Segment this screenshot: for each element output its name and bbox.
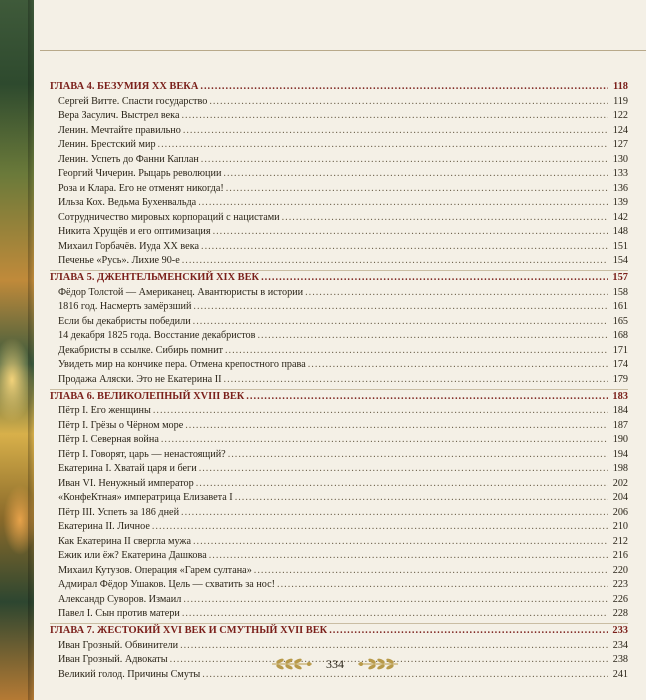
page-ref: 157 xyxy=(612,272,628,283)
page-ref: 168 xyxy=(612,330,628,341)
entry-title: Павел I. Сын против матери xyxy=(58,608,180,619)
page-ref: 187 xyxy=(612,419,628,431)
dot-leader xyxy=(183,593,608,608)
entry-title: «КонфеКтная» императрица Елизавета I xyxy=(58,492,233,503)
entry-title: Георгий Чичерин. Рыцарь революции xyxy=(58,168,222,179)
page-ref: 148 xyxy=(612,226,628,237)
chapter-title: ГЛАВА 5. ДЖЕНТЕЛЬМЕНСКИЙ XIX ВЕК xyxy=(50,272,260,283)
entry-title: Если бы декабристы победили xyxy=(58,315,191,327)
page-ref: 142 xyxy=(612,211,628,223)
entry-title: Роза и Клара. Его не отменят никогда! xyxy=(58,182,224,194)
page-ref: 130 xyxy=(612,153,628,165)
entry-title: Иван Грозный. Адвокаты xyxy=(58,654,168,665)
page-ref: 127 xyxy=(612,139,628,150)
dot-leader xyxy=(235,491,608,506)
toc-entry xyxy=(50,225,628,240)
page-ref: 171 xyxy=(612,344,628,356)
page-ref: 206 xyxy=(612,506,628,518)
toc-entry xyxy=(50,578,628,593)
dot-leader xyxy=(183,124,608,139)
page-ref: 234 xyxy=(612,639,628,651)
dot-leader xyxy=(201,153,608,168)
toc-entry xyxy=(50,373,628,388)
dot-leader xyxy=(224,373,608,388)
dot-leader xyxy=(182,254,608,269)
page-ref: 198 xyxy=(612,463,628,474)
page-ref: 190 xyxy=(612,434,628,445)
toc-chapter-heading xyxy=(50,270,628,286)
page-ref: 122 xyxy=(612,110,628,121)
page-ref: 161 xyxy=(612,301,628,312)
toc-entry xyxy=(50,358,628,373)
page-ref: 165 xyxy=(612,315,628,327)
entry-title: Адмирал Фёдор Ушаков. Цель — схватить за нос! xyxy=(58,579,276,590)
laurel-left-icon xyxy=(270,656,314,672)
entry-title: Сергей Витте. Спасти государство xyxy=(58,95,208,107)
dot-leader xyxy=(193,315,608,330)
dot-leader xyxy=(185,419,608,434)
page-ref: 238 xyxy=(612,654,628,665)
dot-leader xyxy=(196,477,608,492)
dot-leader xyxy=(152,520,608,535)
dot-leader xyxy=(161,433,608,448)
toc-entry xyxy=(50,315,628,330)
dot-leader xyxy=(261,271,608,286)
toc-entry xyxy=(50,300,628,315)
toc-chapter-heading xyxy=(50,80,628,95)
dot-leader xyxy=(223,167,608,182)
toc-entry xyxy=(50,419,628,434)
entry-title: Никита Хрущёв и его оптимизация xyxy=(58,226,211,237)
page-ref: 233 xyxy=(612,625,628,636)
entry-title: Ленин. Успеть до Фанни Каплан xyxy=(58,153,199,165)
toc-entry xyxy=(50,329,628,344)
entry-title: Ленин. Брестский мир xyxy=(58,139,156,150)
page-ref: 184 xyxy=(612,405,628,416)
dot-leader xyxy=(198,196,608,211)
toc-entry xyxy=(50,182,628,197)
toc-entry xyxy=(50,167,628,182)
cover-painting-edge xyxy=(0,0,34,700)
dot-leader xyxy=(305,286,608,301)
entry-title: Великий голод. Причины Смуты xyxy=(58,668,201,680)
entry-title: 14 декабря 1825 года. Восстание декабристов xyxy=(58,330,256,341)
page-ref: 204 xyxy=(612,492,628,503)
dot-leader xyxy=(277,578,608,593)
toc-entry xyxy=(50,344,628,359)
dot-leader xyxy=(225,344,608,359)
page-ref: 179 xyxy=(612,373,628,385)
entry-title: Пётр I. Его женщины xyxy=(58,405,151,416)
entry-title: Сотрудничество мировых корпораций с нацистами xyxy=(58,211,280,223)
dot-leader xyxy=(257,329,608,344)
dot-leader xyxy=(209,95,608,110)
toc-entry xyxy=(50,448,628,463)
page-ref: 220 xyxy=(612,564,628,576)
toc-entry xyxy=(50,211,628,226)
toc-chapter-heading xyxy=(50,623,628,639)
dot-leader xyxy=(199,462,608,477)
entry-title: Увидеть мир на кончике пера. Отмена крепостного права xyxy=(58,359,306,370)
entry-title: Михаил Кутузов. Операция «Гарем султана» xyxy=(58,564,252,576)
entry-title: Вера Засулич. Выстрел века xyxy=(58,110,180,121)
page-ref: 118 xyxy=(612,81,628,92)
page-ref: 216 xyxy=(612,550,628,561)
toc-entry xyxy=(50,639,628,654)
toc-entry xyxy=(50,491,628,506)
entry-title: Декабристы в ссылке. Сибирь помнит xyxy=(58,344,223,356)
dot-leader xyxy=(226,182,608,197)
page-ref: 226 xyxy=(612,593,628,605)
dot-leader xyxy=(213,225,608,240)
laurel-right-icon xyxy=(356,656,400,672)
page-ref: 174 xyxy=(612,359,628,370)
toc-entry xyxy=(50,477,628,492)
toc-entry xyxy=(50,124,628,139)
page-ref: 202 xyxy=(612,477,628,489)
dot-leader xyxy=(201,240,608,255)
dot-leader xyxy=(308,358,608,373)
page-footer xyxy=(260,654,410,674)
chapter-title: ГЛАВА 4. БЕЗУМИЯ XX ВЕКА xyxy=(50,81,199,92)
toc-entry xyxy=(50,433,628,448)
page-ref: 210 xyxy=(612,521,628,532)
dot-leader xyxy=(209,549,608,564)
toc-entry xyxy=(50,549,628,564)
dot-leader xyxy=(193,300,608,315)
entry-title: Пётр I. Северная война xyxy=(58,434,159,445)
entry-title: Пётр I. Говорят, царь — ненастоящий? xyxy=(58,448,226,460)
toc-entry xyxy=(50,607,628,622)
toc-entry xyxy=(50,404,628,419)
toc-entry xyxy=(50,506,628,521)
page-ref: 151 xyxy=(612,240,628,252)
toc-entry xyxy=(50,564,628,579)
dot-leader xyxy=(228,448,608,463)
page-number: 334 xyxy=(326,656,344,671)
page-ref: 223 xyxy=(612,579,628,590)
entry-title: Ежик или ёж? Екатерина Дашкова xyxy=(58,550,207,561)
entry-title: Михаил Горбачёв. Иуда XX века xyxy=(58,240,200,252)
entry-title: Иван VI. Ненужный император xyxy=(58,477,194,489)
entry-title: Иван Грозный. Обвинители xyxy=(58,639,179,651)
toc-entry xyxy=(50,462,628,477)
page-ref: 212 xyxy=(612,535,628,547)
entry-title: Екатерина II. Личное xyxy=(58,521,150,532)
toc-entry xyxy=(50,240,628,255)
entry-title: 1816 год. Насмерть замёрзший xyxy=(58,301,192,312)
toc-entry xyxy=(50,109,628,124)
toc-entry xyxy=(50,95,628,110)
dot-leader xyxy=(282,211,608,226)
toc-entry xyxy=(50,138,628,153)
toc-chapter-heading xyxy=(50,389,628,405)
page-ref: 194 xyxy=(612,448,628,460)
page-ref: 183 xyxy=(612,390,628,402)
toc-entry xyxy=(50,286,628,301)
entry-title: Ленин. Мечтайте правильно xyxy=(58,124,181,136)
entry-title: Продажа Аляски. Это не Екатерина II xyxy=(58,373,222,385)
entry-title: Екатерина I. Хватай царя и беги xyxy=(58,463,197,474)
chapter-title: ГЛАВА 7. ЖЕСТОКИЙ XVI ВЕК И СМУТНЫЙ XVII ВЕК xyxy=(50,625,328,636)
page-ref: 133 xyxy=(612,168,628,179)
page-ref: 119 xyxy=(613,95,628,107)
dot-leader xyxy=(180,639,608,654)
toc-entry xyxy=(50,520,628,535)
dot-leader xyxy=(200,80,608,95)
entry-title: Фёдор Толстой — Американец. Авантюристы в истории xyxy=(58,286,304,298)
toc-entry xyxy=(50,535,628,550)
dot-leader xyxy=(182,607,608,622)
toc-entry xyxy=(50,153,628,168)
entry-title: Пётр III. Успеть за 186 дней xyxy=(58,506,180,518)
page-ref: 136 xyxy=(612,182,628,194)
entry-title: Ильза Кох. Ведьма Бухенвальда xyxy=(58,197,197,208)
dot-leader xyxy=(158,138,608,153)
dot-leader xyxy=(181,109,608,124)
dot-leader xyxy=(153,404,608,419)
page-ref: 228 xyxy=(612,608,628,619)
chapter-title: ГЛАВА 6. ВЕЛИКОЛЕПНЫЙ XVIII ВЕК xyxy=(50,390,245,402)
entry-title: Как Екатерина II свергла мужа xyxy=(58,535,191,547)
dot-leader xyxy=(193,535,608,550)
dot-leader xyxy=(254,564,608,579)
toc-entry xyxy=(50,593,628,608)
dot-leader xyxy=(181,506,608,521)
toc-entry xyxy=(50,254,628,269)
toc-entry xyxy=(50,196,628,211)
page-ref: 154 xyxy=(612,255,628,266)
dot-leader xyxy=(329,624,608,639)
entry-title: Печенье «Русь». Лихие 90-е xyxy=(58,255,180,266)
dot-leader xyxy=(246,390,608,405)
page-ref: 158 xyxy=(612,286,628,298)
entry-title: Александр Суворов. Измаил xyxy=(58,593,182,605)
page-ref: 139 xyxy=(612,197,628,208)
entry-title: Пётр I. Грёзы о Чёрном море xyxy=(58,419,184,431)
page-ref: 241 xyxy=(612,668,628,680)
page-ref: 124 xyxy=(612,124,628,136)
table-of-contents xyxy=(50,80,628,682)
top-divider xyxy=(40,50,646,51)
